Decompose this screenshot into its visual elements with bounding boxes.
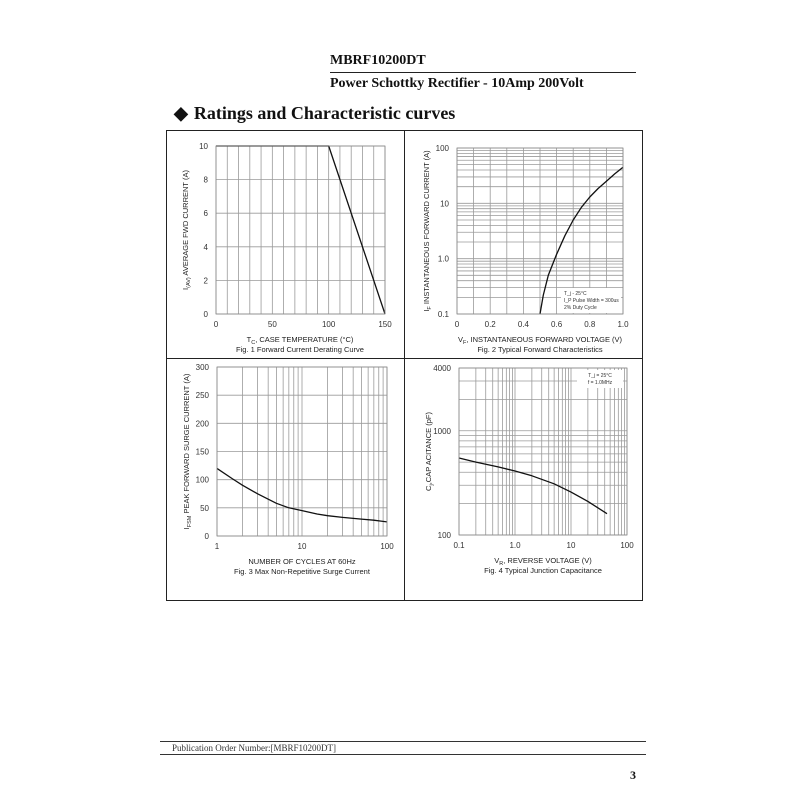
fig1-series-line: [216, 146, 385, 314]
fig1-y-axis-label: $I_{(AV)}$ AVERAGE FWD CURRENT (A): [181, 170, 192, 290]
fig3-y-tick-label: 300: [195, 363, 209, 372]
fig1-y-tick-label: 2: [203, 276, 208, 286]
product-subtitle: Power Schottky Rectifier - 10Amp 200Volt: [330, 76, 584, 91]
fig3-x-tick-label: 1: [214, 542, 220, 551]
fig4-series-line: [459, 458, 607, 514]
fig3-x-axis-label: NUMBER OF CYCLES AT 60Hz: [248, 557, 356, 566]
fig1-x-tick-label: 100: [321, 320, 336, 329]
fig3-y-axis-label: $I_{FSM}$ PEAK FORWARD SURGE CURRENT (A): [182, 373, 193, 530]
fig1-x-tick-label: 0: [213, 320, 219, 329]
fig4-x-tick-label: 1.0: [509, 541, 521, 550]
fig3-x-tick-label: 10: [297, 542, 307, 551]
fig2-legend-text: I_P Pulse Width = 300us: [564, 298, 619, 304]
fig4-legend-text: f = 1.0MHz: [587, 380, 613, 386]
fig2-chart: [422, 144, 629, 354]
fig2-x-tick-label: 1.0: [617, 320, 629, 329]
fig2-y-tick-label: 100: [435, 144, 449, 153]
part-number: MBRF10200DT: [330, 53, 426, 68]
fig4-x-tick-label: 10: [566, 541, 576, 550]
fig3-y-tick-label: 150: [195, 447, 209, 457]
page-number: 3: [630, 768, 636, 782]
fig1-y-tick-label: 0: [203, 310, 208, 319]
fig2-y-tick-label: 0.1: [437, 310, 449, 319]
fig3-y-tick-label: 0: [204, 532, 209, 541]
fig4-y-axis-label: $C_j,CAP$ ACITANCE (pF): [424, 412, 435, 491]
fig4-y-tick-label: 1000: [433, 426, 451, 436]
fig2-legend-text: 2% Duty Cycle: [564, 305, 597, 311]
fig4-chart: [424, 364, 634, 575]
fig1-y-tick-label: 10: [199, 142, 208, 151]
fig1-x-axis-label: $T_C$, CASE TEMPERATURE (°C): [246, 335, 354, 346]
fig1-y-tick-label: 8: [203, 175, 208, 185]
footer-rule-top: [160, 741, 646, 742]
fig4-legend-text: T_j = 25°C: [588, 373, 612, 379]
fig1-y-tick-label: 6: [203, 209, 208, 219]
fig3-y-tick-label: 200: [195, 419, 209, 429]
fig2-x-axis-label: $V_F$, INSTANTANEOUS FORWARD VOLTAGE (V): [457, 335, 623, 346]
fig3-x-tick-label: 100: [380, 542, 394, 551]
fig4-y-tick-label: 4000: [433, 364, 451, 373]
fig4-x-tick-label: 0.1: [453, 541, 465, 550]
fig1-chart: [181, 142, 392, 354]
fig2-y-axis-label: $I_F$ INSTANTANEOUS FORWARD CURRENT (A): [422, 150, 433, 312]
fig1-y-tick-label: 4: [203, 242, 208, 252]
fig3-chart: [182, 363, 394, 576]
fig3-y-tick-label: 50: [200, 503, 209, 513]
fig4-y-tick-label: 100: [437, 531, 451, 540]
fig2-x-tick-label: 0: [454, 320, 460, 329]
fig4-figure-caption: Fig. 4 Typical Junction Capacitance: [484, 566, 602, 575]
fig2-figure-caption: Fig. 2 Typical Forward Characteristics: [477, 345, 603, 354]
fig4-x-tick-label: 100: [620, 541, 634, 550]
fig3-y-tick-label: 100: [195, 475, 209, 485]
fig3-y-tick-label: 250: [195, 391, 209, 401]
section-title: Ratings and Characteristic curves: [193, 103, 456, 123]
fig2-x-tick-label: 0.4: [517, 320, 529, 329]
fig2-x-tick-label: 0.8: [584, 320, 596, 329]
fig4-x-axis-label: $V_R$, REVERSE VOLTAGE (V): [494, 556, 592, 567]
fig2-legend-text: T_j - 25°C: [564, 291, 587, 297]
fig1-x-tick-label: 50: [267, 320, 277, 329]
diamond-bullet-icon: ◆: [174, 103, 188, 123]
fig2-x-tick-label: 0.2: [484, 320, 496, 329]
fig3-figure-caption: Fig. 3 Max Non-Repetitive Surge Current: [234, 567, 370, 576]
publication-order-number: Publication Order Number:[MBRF10200DT]: [172, 743, 336, 753]
fig2-y-tick-label: 10: [440, 199, 449, 209]
fig1-plot-border: [216, 146, 385, 314]
fig1-x-tick-label: 150: [378, 320, 392, 329]
fig2-y-tick-label: 1.0: [437, 254, 449, 264]
fig1-figure-caption: Fig. 1 Forward Current Derating Curve: [236, 345, 364, 354]
fig2-x-tick-label: 0.6: [551, 320, 563, 329]
footer-rule-bottom: [160, 754, 646, 755]
